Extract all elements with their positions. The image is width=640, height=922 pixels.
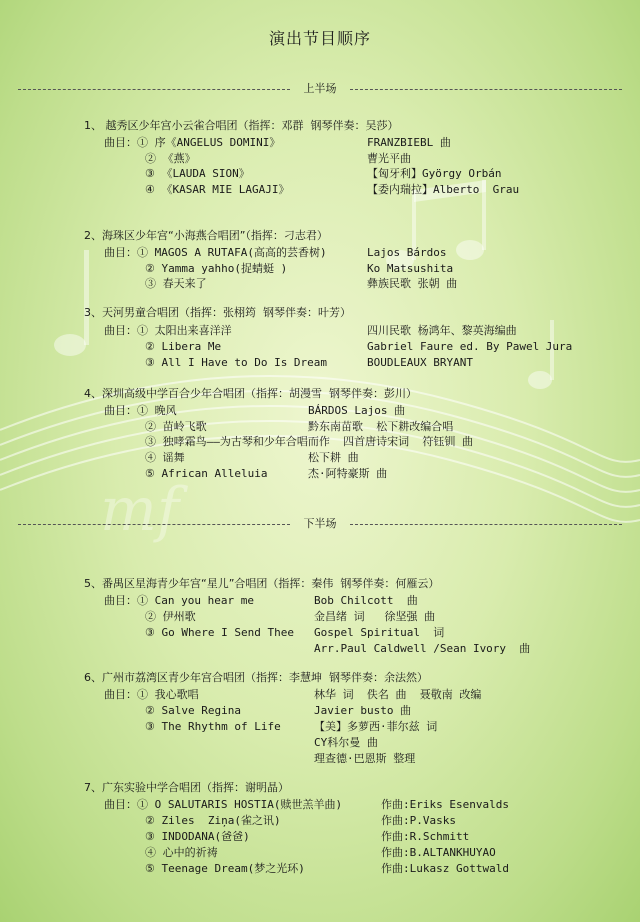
program-5-item-1-composer: Bob Chilcott 曲 xyxy=(314,594,418,607)
program-7-item-3-composer: 作曲:R.Schmitt xyxy=(381,830,470,843)
program-6-item-3-composer-2: CY科尔曼 曲 xyxy=(314,736,378,749)
program-1-item-2-composer: 曹光平曲 xyxy=(367,152,411,165)
program-4-item-5-title: ⑤ African Alleluia xyxy=(145,467,268,480)
program-4-item-4-composer: 松下耕 曲 xyxy=(308,451,359,464)
program-1-item-2-title: ② 《燕》 xyxy=(145,152,196,165)
program-5-item-3-title: ③ Go Where I Send Thee xyxy=(145,626,294,639)
program-6-item-3-arranger: 理查德·巴恩斯 整理 xyxy=(314,752,416,765)
program-5-heading: 5、番禺区星海青少年宫“星儿”合唱团（指挥：秦伟 钢琴伴奏：何雁云） xyxy=(84,577,440,590)
program-2-item-2-title: ② Yamma yahho(捉蜻蜓 ) xyxy=(145,262,288,275)
second-half-label: 下半场 xyxy=(303,517,337,530)
program-7-heading: 7、广东实验中学合唱团（指挥：谢明晶） xyxy=(84,781,289,794)
program-7-item-2-title: ② Ziles Ziņa(雀之讯) xyxy=(145,814,281,827)
program-6-item-1-title: 曲目：① 我心歌唱 xyxy=(104,688,199,701)
page-title: 演出节目顺序 xyxy=(268,29,371,48)
program-3-item-3-composer: BOUDLEAUX BRYANT xyxy=(367,356,473,369)
program-6-item-2-title: ② Salve Regina xyxy=(145,704,241,717)
program-2-item-2-composer: Ko Matsushita xyxy=(367,262,454,275)
program-4-item-4-title: ④ 谣舞 xyxy=(145,451,185,464)
program-5-item-2-title: ② 伊州歌 xyxy=(145,610,196,623)
program-6-item-3-title: ③ The Rhythm of Life xyxy=(145,720,281,733)
program-4-item-1-composer: BÁRDOS Lajos 曲 xyxy=(308,404,406,417)
program-6-heading: 6、广州市荔湾区青少年宫合唱团（指挥：李慧坤 钢琴伴奏：余法然） xyxy=(84,671,428,684)
program-4-item-2-composer: 黔东南苗歌 松下耕改编合唱 xyxy=(308,420,454,433)
program-2-item-1-title: 曲目：① MAGOS A RUTAFA(高高的芸香树) xyxy=(104,246,327,259)
section-divider-first-half xyxy=(18,82,622,96)
program-7-item-1-composer: 作曲:Eriks Esenvalds xyxy=(381,798,509,811)
program-2-item-3-composer: 彝族民歌 张朝 曲 xyxy=(367,277,458,290)
program-1-item-4-title: ④ 《KASAR MIE LAGAJI》 xyxy=(145,183,290,196)
program-7-item-5-title: ⑤ Teenage Dream(梦之光环) xyxy=(145,862,305,875)
program-5-item-3-arranger: Arr.Paul Caldwell /Sean Ivory 曲 xyxy=(314,642,531,655)
program-6-item-1-composer: 林华 词 佚名 曲 聂敬南 改编 xyxy=(314,688,482,701)
program-7-item-5-composer: 作曲:Lukasz Gottwald xyxy=(381,862,509,875)
section-divider-second-half xyxy=(18,517,622,531)
program-5-item-2-composer: 金昌绪 词 徐坚强 曲 xyxy=(314,610,436,623)
program-5-item-3-composer: Gospel Spiritual 词 xyxy=(314,626,445,639)
program-5-item-1-title: 曲目：① Can you hear me xyxy=(104,594,254,607)
program-3-item-1-composer: 四川民歌 杨鸿年、黎英海编曲 xyxy=(367,324,517,337)
program-4-item-1-title: 曲目：① 晚风 xyxy=(104,404,177,417)
program-6-item-2-composer: Javier busto 曲 xyxy=(314,704,412,717)
program-1-item-1-composer: FRANZBIEBL 曲 xyxy=(367,136,451,149)
program-1-heading: 1、 越秀区少年宫小云雀合唱团（指挥：邓群 钢琴伴奏：吴莎） xyxy=(84,119,399,132)
svg-text:mf: mf xyxy=(100,475,180,545)
program-4-heading: 4、深圳高级中学百合少年合唱团（指挥：胡漫雪 钢琴伴奏：彭川） xyxy=(84,387,417,400)
program-7-item-4-title: ④ 心中的祈祷 xyxy=(145,846,218,859)
program-3-item-3-title: ③ All I Have to Do Is Dream xyxy=(145,356,328,369)
program-4-item-3-title: ③ 独哮霜鸟——为古琴和少年合唱而作 四首唐诗宋词 符钰钏 曲 xyxy=(145,435,473,448)
program-3-item-2-composer: Gabriel Faure ed. By Pawel Jura xyxy=(367,340,573,353)
program-4-item-5-composer: 杰·阿特豪斯 曲 xyxy=(308,467,388,480)
program-7-item-1-title: 曲目：① O SALUTARIS HOSTIA(赎世羔羊曲) xyxy=(104,798,343,811)
program-1-item-4-composer: 【委内瑞拉】Alberto Grau xyxy=(367,183,520,196)
program-2-item-3-title: ③ 春天来了 xyxy=(145,277,207,290)
program-1-item-1-title: 曲目：① 序《ANGELUS DOMINI》 xyxy=(104,136,281,149)
program-3-heading: 3、天河男童合唱团（指挥：张栩筠 钢琴伴奏：叶芳） xyxy=(84,306,351,319)
program-4-item-2-title: ② 苗岭飞歌 xyxy=(145,420,207,433)
program-7-item-2-composer: 作曲:P.Vasks xyxy=(381,814,456,827)
program-3-item-2-title: ② Libera Me xyxy=(145,340,222,353)
program-2-item-1-composer: Lajos Bárdos xyxy=(367,246,447,259)
first-half-label: 上半场 xyxy=(303,82,337,95)
program-1-item-3-composer: 【匈牙利】György Orbán xyxy=(367,167,502,180)
program-2-heading: 2、海珠区少年宫“小海燕合唱团”（指挥：刁志君） xyxy=(84,229,328,242)
program-3-item-1-title: 曲目：① 太阳出来喜洋洋 xyxy=(104,324,232,337)
program-7-item-3-title: ③ INDODANA(爸爸) xyxy=(145,830,250,843)
program-7-item-4-composer: 作曲:B.ALTANKHUYAO xyxy=(381,846,496,859)
program-1-item-3-title: ③ 《LAUDA SION》 xyxy=(145,167,250,180)
program-6-item-3-composer: 【美】多萝西·菲尔兹 词 xyxy=(314,720,438,733)
